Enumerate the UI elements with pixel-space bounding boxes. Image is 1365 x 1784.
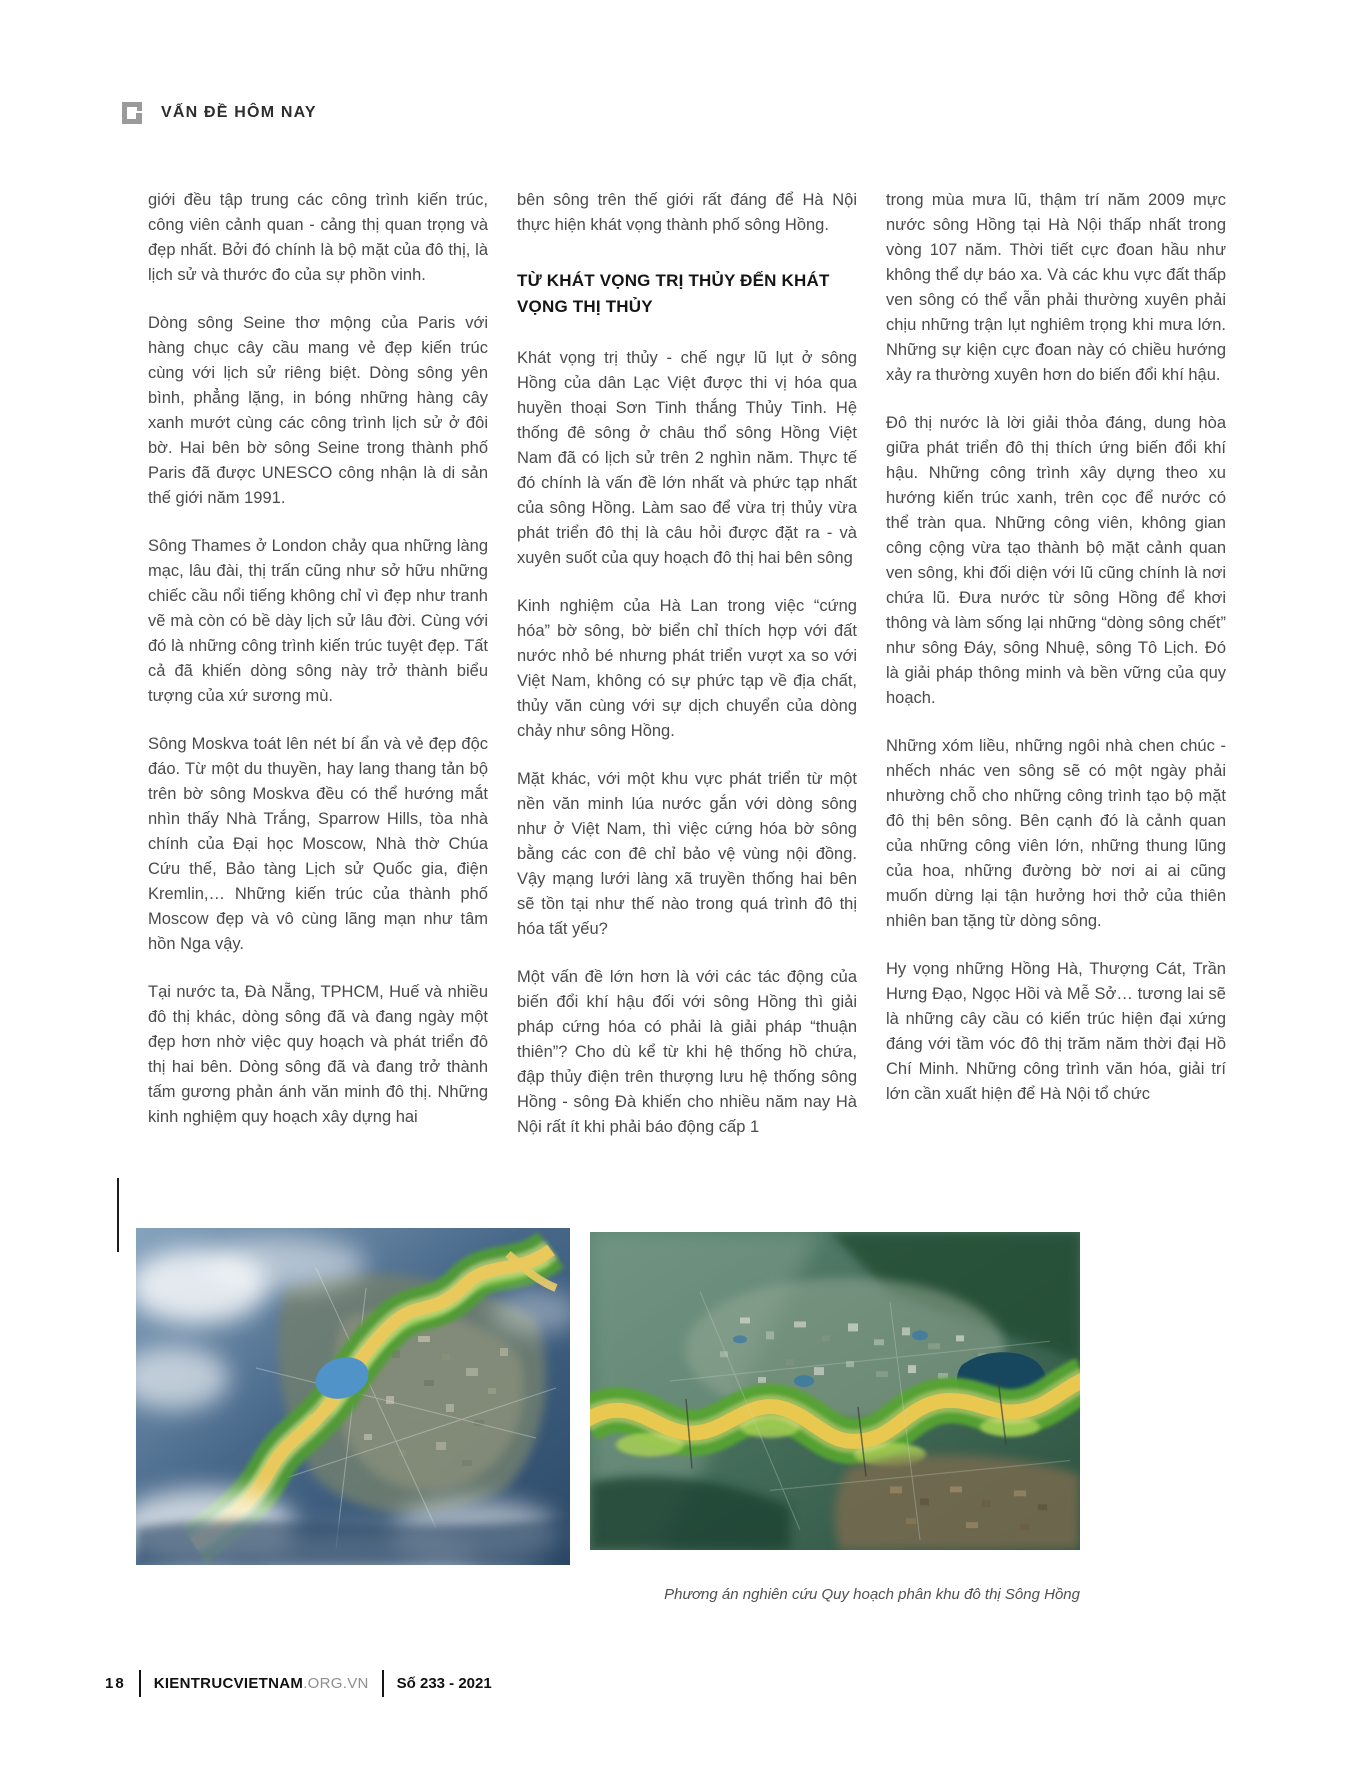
paragraph: Đô thị nước là lời giải thỏa đáng, dung hòa giữa phát triển đô thị thích ứng biến đổi khí hậu. Những công trình xây dựng theo xu hướng kiến trúc xanh, trên cọc để nước có thể tràn qua. Những công viên, không gian công cộng vừa tạo thành bộ mặt cảnh quan ven sông, khi đối diện với lũ cũng chính là nơi chứa lũ. Đưa nước từ sông Hồng để khơi thông và làm sống lại những “dòng sông chết” như sông Đáy, sông Nhuệ, sông Tô Lịch. Đó là giải pháp thông minh và bền vững của quy hoạch. (886, 414, 1226, 707)
article-column-3 (886, 188, 1226, 1140)
paragraph: Khát vọng trị thủy - chế ngự lũ lụt ở sông Hồng của dân Lạc Việt được thi vị hóa qua huyền thoại Sơn Tinh thắng Thủy Tinh. Hệ thống đê sông ở châu thổ sông Hồng Việt Nam đã có lịch sử trên 2 nghìn năm. Thực tế đó chính là vấn đề lớn nhất và phức tạp nhất của sông Hồng. Làm sao để vừa trị thủy vừa phát triển đô thị là câu hỏi được đặt ra - và xuyên suốt của quy hoạch đô thị hai bên sông (517, 349, 857, 567)
paragraph: Hy vọng những Hồng Hà, Thượng Cát, Trần Hưng Đạo, Ngọc Hồi và Mễ Sở… tương lai sẽ là những cây cầu có kiến trúc hiện đại xứng đáng với tầm vóc đô thị trăm năm thời đại Hồ Chí Minh. Những công trình văn hóa, giải trí lớn cần xuất hiện để Hà Nội tổ chức (886, 960, 1226, 1103)
site-domain (154, 1675, 369, 1692)
issue-label: Số 233 - 2021 (396, 1675, 492, 1692)
paragraph: Một vấn đề lớn hơn là với các tác động của biến đổi khí hậu đối với sông Hồng thì giải pháp cứng hóa có phải là giải pháp “thuận thiên”? Cho dù kể từ khi hệ thống hồ chứa, đập thủy điện trên thượng lưu hệ thống sông Hồng - sông Đà khiến cho nhiều năm nay Hà Nội rất ít khi phải báo động cấp 1 (517, 968, 857, 1136)
section-label: VẤN ĐỀ HÔM NAY (161, 104, 317, 121)
paragraph: Tại nước ta, Đà Nẵng, TPHCM, Huế và nhiều đô thị khác, dòng sông đã và đang ngày một đẹp hơn nhờ việc quy hoạch và phát triển đô thị hai bên. Dòng sông đã và đang trở thành tấm gương phản ánh văn minh đô thị. Những kinh nghiệm quy hoạch xây dựng hai (148, 983, 488, 1126)
paragraph: Kinh nghiệm của Hà Lan trong việc “cứng hóa” bờ sông, bờ biển chỉ thích hợp với đất nước nhỏ bé nhưng phát triển vượt xa so với Việt Nam, không có sự phức tạp về địa chất, thủy văn cùng với sự dịch chuyển của dòng chảy như sông Hồng. (517, 597, 857, 740)
paragraph: trong mùa mưa lũ, thậm trí năm 2009 mực nước sông Hồng tại Hà Nội thấp nhất trong vòng 107 năm. Thời tiết cực đoan hầu như không thể dự báo xa. Và các khu vực đất thấp ven sông có thể vẫn phải thường xuyên phải chịu những trận lụt nghiêm trọng khi mưa lớn. Những sự kiện cực đoan này có chiều hướng xảy ra thường xuyên hơn do biến đổi khí hậu. (886, 191, 1226, 384)
page-number: 18 (105, 1675, 126, 1692)
paragraph: giới đều tập trung các công trình kiến trúc, công viên cảnh quan - cảng thị quan trọng và đẹp nhất. Bởi đó chính là bộ mặt của đô thị, là lịch sử và thước đo của sự phồn vinh. (148, 191, 488, 284)
paragraph: Sông Moskva toát lên nét bí ẩn và vẻ đẹp độc đáo. Từ một du thuyền, hay lang thang tản bộ trên bờ sông Moskva đều có thể hướng mắt nhìn thấy Nhà Trắng, Sparrow Hills, tòa nhà chính của Đại học Moscow, Nhà thờ Chúa Cứu thế, Bảo tàng Lịch sử Quốc gia, điện Kremlin,… Những kiến trúc của thành phố Moscow đẹp và vô cùng lãng mạn như tâm hồn Nga vậy. (148, 735, 488, 953)
paragraph: bên sông trên thế giới rất đáng để Hà Nội thực hiện khát vọng thành phố sông Hồng. (517, 191, 857, 234)
masthead (120, 100, 317, 126)
paragraph: Mặt khác, với một khu vực phát triển từ một nền văn minh lúa nước gắn với dòng sông như ở Việt Nam, thì việc cứng hóa bờ sông bằng các con đê chỉ bảo vệ vùng nội đồng. Vậy mạng lưới làng xã truyền thống hai bên sẽ tồn tại như thế nào trong quá trình đô thị hóa tất yếu? (517, 770, 857, 938)
site-name: KIENTRUCVIETNAM (153, 1675, 304, 1692)
footer-divider (139, 1670, 141, 1697)
figure-row (136, 1228, 1080, 1565)
paragraph: Những xóm liều, những ngôi nhà chen chúc - nhếch nhác ven sông sẽ có một ngày phải nhường chỗ cho những công trình tạo bộ mặt đô thị bên sông. Bên cạnh đó là cảnh quan của những công viên lớn, những thung lũng của hoa, những đường bờ nơi ai ai cũng muốn dừng lại tận hưởng hơi thở của thiên nhiên ban tặng từ dòng sông. (886, 737, 1226, 930)
figure-caption: Phương án nghiên cứu Quy hoạch phân khu đô thị Sông Hồng (664, 1586, 1080, 1603)
article-body (148, 188, 1226, 1140)
paragraph: Sông Thames ở London chảy qua những làng mạc, lâu đài, thị trấn cũng như sở hữu những chiếc cầu nổi tiếng không chỉ vì đẹp như tranh vẽ mà còn có bề dày lịch sử lâu đời. Cùng với đó là những công trình kiến trúc tuyệt đẹp. Tất cả đã khiến dòng sông này trở thành biểu tượng của xứ sương mù. (148, 537, 488, 705)
magazine-logo-icon (120, 100, 146, 126)
article-column-2 (517, 188, 857, 1140)
aerial-map-left-image (136, 1228, 570, 1565)
footer-divider (382, 1670, 384, 1697)
site-suffix: .ORG.VN (303, 1675, 369, 1692)
article-column-1 (148, 188, 488, 1140)
aerial-map-right-image (590, 1232, 1080, 1550)
article-heading: TỪ KHÁT VỌNG TRỊ THỦY ĐẾN KHÁT VỌNG THỊ THỦY (517, 271, 830, 316)
page-footer (105, 1670, 492, 1697)
figure-rule (117, 1178, 119, 1252)
paragraph: Dòng sông Seine thơ mộng của Paris với hàng chục cây cầu mang vẻ đẹp kiến trúc cùng với lịch sử riêng biệt. Dòng sông yên bình, phẳng lặng, in bóng những hàng cây xanh mướt cùng các công trình lịch sử ở đôi bờ. Hai bên bờ sông Seine trong thành phố Paris đã được UNESCO công nhận là di sản thế giới năm 1991. (148, 314, 488, 507)
